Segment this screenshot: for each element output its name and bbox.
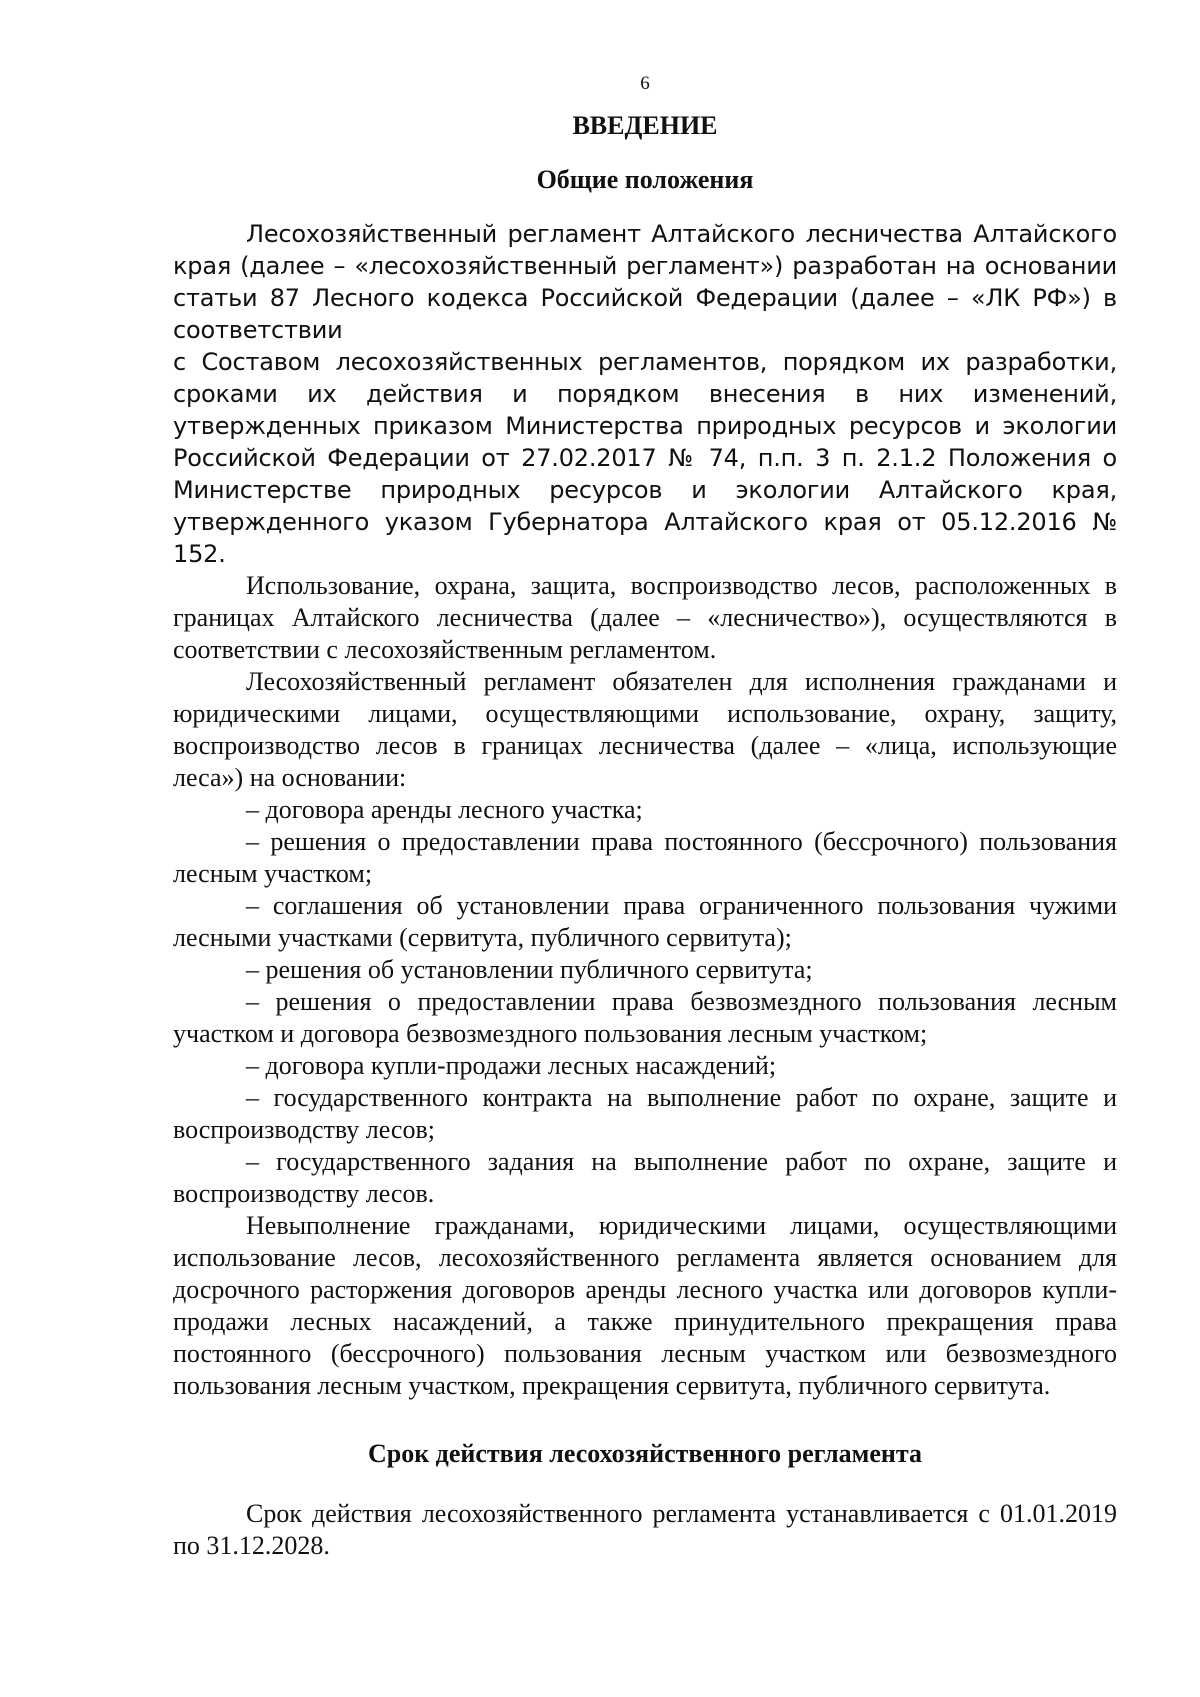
paragraph-term: Срок действия лесохозяйственного регламента устанавливается с 01.01.2019 по 31.12.2028. (173, 1499, 1117, 1560)
subsection-title-general: Общие положения (536, 165, 754, 194)
subsection-title-term: Срок действия лесохозяйственного регламента (367, 1439, 923, 1468)
list-item-lease: – договора аренды лесного участка; (246, 795, 643, 824)
paragraph-obligation: Лесохозяйственный регламент обязателен для исполнения гражданами и юридическими лицами, осуществляющими использование, охрану, защиту, воспроизводство лесов в границах лесничества (далее – «лица, использующие леса») на основании: (173, 667, 1117, 792)
paragraph-basis-part1: Лесохозяйственный регламент Алтайского лесничества Алтайского края (далее – «лесохозяйственный регламент») разработан на основании статьи 87 Лесного кодекса Российской Федерации (далее – «ЛК РФ») в соответствии (173, 220, 1117, 344)
document-page (173, 72, 1117, 1562)
list-item-easement-agreement: – соглашения об установлении права ограниченного пользования чужими лесными участками (сервитута, публичного сервитута); (173, 891, 1117, 952)
list-item-permanent-use: – решения о предоставлении права постоянного (бессрочного) пользования лесным участком; (173, 827, 1117, 888)
paragraph-basis-continued (173, 346, 1117, 570)
list-item-sale-contract: – договора купли-продажи лесных насаждений; (246, 1051, 777, 1080)
paragraph-usage: Использование, охрана, защита, воспроизводство лесов, расположенных в границах Алтайского лесничества (далее – «лесничество»), осуществляются в соответствии с лесохозяйственным регламентом. (173, 571, 1117, 664)
paragraph-basis-part2: с Составом лесохозяйственных регламентов, порядком их разработки, сроками их действия и порядком внесения в них изменений, утвержденных приказом Министерства природных ресурсов и экологии Российской Федерации от 27.02.2017 № 74, п.п. 3 п. 2.1.2 Положения о Министерстве природных ресурсов и экологии Алтайского края, утвержденного указом Губернатора Алтайского края от 05.12.2016 № 152. (173, 348, 1117, 568)
list-item-public-easement: – решения об установлении публичного сервитута; (246, 955, 813, 984)
list-item-state-assignment: – государственного задания на выполнение работ по охране, защите и воспроизводству лесов. (173, 1147, 1117, 1208)
list-item-free-use: – решения о предоставлении права безвозмездного пользования лесным участком и договора безвозмездного пользования лесным участком; (173, 987, 1117, 1048)
paragraph-violation: Невыполнение гражданами, юридическими лицами, осуществляющими использование лесов, лесохозяйственного регламента является основанием для досрочного расторжения договоров аренды лесного участка или договоров купли-продажи лесных насаждений, а также принудительного прекращения права постоянного (бессрочного) пользования лесным участком или безвозмездного пользования лесным участком, прекращения сервитута, публичного сервитута. (173, 1211, 1117, 1400)
list-item-state-contract: – государственного контракта на выполнение работ по охране, защите и воспроизводству лесов; (173, 1083, 1117, 1144)
page-number: 6 (640, 73, 650, 94)
paragraph-basis (173, 218, 1117, 346)
section-title-intro: ВВЕДЕНИЕ (572, 111, 718, 140)
